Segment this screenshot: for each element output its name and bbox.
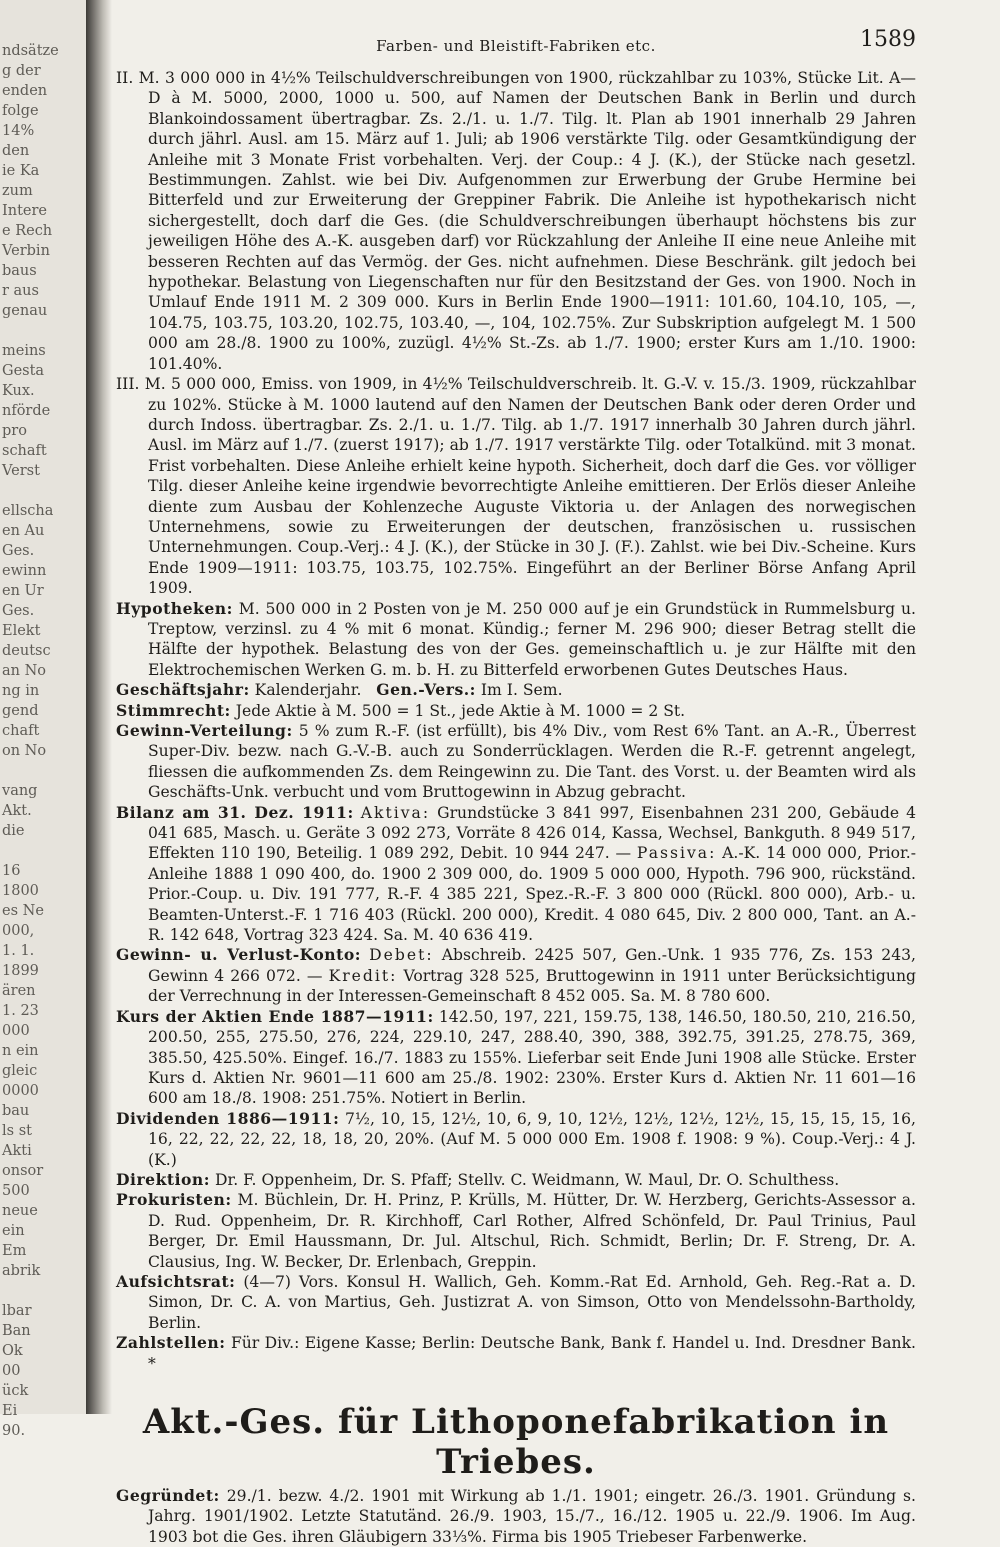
paying-agents-label: Zahlstellen: xyxy=(116,1333,226,1353)
adjacent-page-line: en Au xyxy=(2,523,45,539)
page-number: 1589 xyxy=(860,27,916,52)
adjacent-page-line: 00 xyxy=(2,1363,21,1379)
adjacent-page-line: Intere xyxy=(2,203,47,219)
adjacent-page-line: pro xyxy=(2,423,27,439)
authorized-officers-label: Prokuristen: xyxy=(116,1190,232,1210)
authorized-officers-section xyxy=(116,1190,916,1272)
mortgages-text: M. 500 000 in 2 Posten von je M. 250 000 auf je ein Grundstück in Rummelsburg u. Treptow, verzinsl. zu 4 % mit 6 monat. Kündig.; ferner M. 296 900; dieser Betrag stellt die Hälfte der hypothek. Belastung des von der Ges. gemeinschaftlich u. je zur Hälfte mit den Elektrochemischen Werken G. m. b. H. zu Bitterfeld erworbenen Gutes Deutsches Haus. xyxy=(148,599,916,679)
adjacent-page-line: nförde xyxy=(2,403,51,419)
debit-label: Debet: xyxy=(369,946,434,965)
adjacent-page-line: Gesta xyxy=(2,363,45,379)
adjacent-page-line: folge xyxy=(2,103,39,119)
adjacent-page-line: gend xyxy=(2,703,39,719)
profit-loss-label: Gewinn- u. Verlust-Konto: xyxy=(116,945,361,965)
adjacent-page-fragment xyxy=(0,0,92,1439)
adjacent-page-line: meins xyxy=(2,343,46,359)
balance-sheet-label: Bilanz am 31. Dez. 1911: xyxy=(116,802,354,822)
adjacent-page-line: Ei xyxy=(2,1403,18,1419)
supervisory-board-text: (4—7) Vors. Konsul H. Wallich, Geh. Komm.-Rat Ed. Arnhold, Geh. Reg.-Rat a. D. Simon, Dr. C. A. von Martius, Geh. Justizrat A. von Simson, Otto von Mendelssohn-Bartholdy, Berlin. xyxy=(148,1272,916,1332)
voting-rights-label: Stimmrecht: xyxy=(116,700,231,720)
adjacent-page-line: die xyxy=(2,823,25,839)
adjacent-page-line: 1. 1. xyxy=(2,943,35,959)
adjacent-page-line: n ein xyxy=(2,1043,39,1059)
management-label: Direktion: xyxy=(116,1169,211,1189)
adjacent-page-line: ück xyxy=(2,1383,29,1399)
adjacent-page-line: es Ne xyxy=(2,903,44,919)
credit-text: Vortrag 328 525, Bruttogewinn in 1911 unter Berücksichtigung der Verrechnung in der Interessen-Gemeinschaft 8 452 005. Sa. M. 8 780 600. xyxy=(148,966,916,1006)
adjacent-page-line: Em xyxy=(2,1243,27,1259)
liabilities-text: A.-K. 14 000 000, Prior.-Anleihe 1888 1 090 400, do. 1900 2 309 000, do. 1909 5 000 000, Hypoth. 796 900, rückständ. Prior.-Coup. u. Div. 191 777, R.-F. 4 385 221, Spez.-R.-F. 3 800 000 (Rückl. 800 000), Arb.- u. Beamten-Unterst.-F. 1 716 403 (Rückl. 200 000), Kredit. 4 080 645, Div. 2 800 000, Tant. an A.-R. 142 648, Vortrag 323 424. Sa. M. 40 636 419. xyxy=(148,844,916,945)
founded-section xyxy=(116,1486,916,1547)
share-price-label: Kurs der Aktien Ende 1887—1911: xyxy=(116,1006,434,1026)
management-section xyxy=(116,1170,916,1190)
fiscal-year-section xyxy=(116,680,916,700)
adjacent-page-line: Ok xyxy=(2,1343,23,1359)
adjacent-page-line: an No xyxy=(2,663,47,679)
adjacent-page-line: 16 xyxy=(2,863,21,879)
document-page xyxy=(116,27,917,1547)
share-price-text: 142.50, 197, 221, 159.75, 138, 146.50, 180.50, 210, 216.50, 200.50, 255, 275.50, 276, 224, 229.10, 247, 288.40, 390, 388, 392.75, 391.25, 278.75, 369, 385.50, 425.50%. Eingef. 16./7. 1883 zu 155%. Lieferbar seit Ende Juni 1908 alle Stücke. Erster Kurs d. Aktien Nr. 9601—11 600 am 25./8. 1902: 230%. Erster Kurs d. Aktien Nr. 11 601—16 600 am 18./8. 1908: 251.75%. Notiert in Berlin. xyxy=(148,1007,916,1108)
adjacent-page-line: en Ur xyxy=(2,583,44,599)
profit-distribution-section xyxy=(116,721,916,803)
adjacent-page-line: Elekt xyxy=(2,623,41,639)
adjacent-page-line: Kux. xyxy=(2,383,35,399)
adjacent-page-line: Verst xyxy=(2,463,40,479)
adjacent-page-line: r aus xyxy=(2,283,39,299)
adjacent-page-line: 14% xyxy=(2,123,35,139)
adjacent-page-line: ein xyxy=(2,1223,25,1239)
management-text: Dr. F. Oppenheim, Dr. S. Pfaff; Stellv. C. Weidmann, W. Maul, Dr. O. Schulthess. xyxy=(214,1170,840,1189)
bond-issue-3: III. M. 5 000 000, Emiss. von 1909, in 4½% Teilschuldverschreib. lt. G.-V. v. 15./3. 1909, rückzahlbar zu 102%. Stücke à M. 1000 lautend auf den Namen der Deutschen Bank oder deren Order und durch Indoss. übertragbar. Zs. 2./1. u. 1./7. Tilg. ab 1./7. 1917 innerhalb 30 Jahren durch jährl. Ausl. im März auf 1./7. (zuerst 1917); ab 1./7. 1917 verstärkte Tilg. oder Totalkünd. mit 3 monat. Frist vorbehalten. Diese Anleihe erhielt keine hypoth. Sicherheit, doch darf die Ges. vor völliger Tilg. dieser Anleihe keine irgendwie bevorrechtigte Anleihe emittieren. Der Erlös dieser Anleihe diente zum Ausbau der Kohlenzeche Auguste Viktoria u. der Anlagen des norwegischen Unternehmens, sowie zu Erweiterungen der deutschen, französischen u. russischen Unternehmungen. Coup.-Verj.: 4 J. (K.), der Stücke in 30 J. (F.). Zahlst. wie bei Div.-Scheine. Kurs Ende 1909—1911: 103.75, 103.75, 102.75%. Eingeführt an der Berliner Börse Anfang April 1909. xyxy=(116,375,916,598)
adjacent-page-line: 000, xyxy=(2,923,35,939)
adjacent-page-line: Akt. xyxy=(2,803,32,819)
adjacent-page-line: baus xyxy=(2,263,37,279)
page-header xyxy=(116,27,916,64)
paying-agents-section xyxy=(116,1333,916,1374)
adjacent-page-line: deutsc xyxy=(2,643,51,659)
voting-rights-text: Jede Aktie à M. 500 = 1 St., jede Aktie à M. 1000 = 2 St. xyxy=(235,701,686,720)
adjacent-page-line: neue xyxy=(2,1203,38,1219)
share-price-section xyxy=(116,1007,916,1109)
debit-text: Abschreib. 2425 507, Gen.-Unk. 1 935 776, Zs. 153 243, Gewinn 4 266 072. — xyxy=(148,946,916,985)
supervisory-board-label: Aufsichtsrat: xyxy=(116,1271,236,1291)
adjacent-page-line: 000 xyxy=(2,1023,30,1039)
adjacent-page-line: onsor xyxy=(2,1163,44,1179)
fiscal-year-label: Geschäftsjahr: xyxy=(116,680,250,700)
adjacent-page-line: lbar xyxy=(2,1303,32,1319)
supervisory-board-section xyxy=(116,1272,916,1333)
dividends-label: Dividenden 1886—1911: xyxy=(116,1108,340,1128)
assets-text: Grundstücke 3 841 997, Eisenbahnen 231 200, Gebäude 4 041 685, Masch. u. Geräte 3 092 273, Vorräte 8 426 014, Kassa, Wechsel, Bankguth. 8 949 517, Effekten 110 190, Beteilig. 1 089 292, Debit. 10 944 247. — xyxy=(148,803,916,863)
adjacent-page-line: 1. 23 xyxy=(2,1003,39,1019)
adjacent-page-line: ie Ka xyxy=(2,163,40,179)
company-heading: Akt.-Ges. für Lithoponefabrikation in Triebes. xyxy=(142,1402,890,1482)
adjacent-page-line: ndsätze xyxy=(2,43,59,59)
adjacent-page-line: ls st xyxy=(2,1123,32,1139)
adjacent-page-line: 90. xyxy=(2,1423,26,1439)
adjacent-page-line: bau xyxy=(2,1103,30,1119)
adjacent-page-line: Ges. xyxy=(2,603,35,619)
adjacent-page-line: schaft xyxy=(2,443,47,459)
bond-issue-2: II. M. 3 000 000 in 4½% Teilschuldverschreibungen von 1900, rückzahlbar zu 103%, Stücke Lit. A—D à M. 5000, 2000, 1000 u. 500, auf Namen der Deutschen Bank in Berlin und durch Blankoindossament übertragbar. Zs. 2./1. u. 1./7. Tilg. lt. Plan ab 1901 innerhalb 29 Jahren durch jährl. Ausl. am 15. März auf 1. Juli; ab 1906 verstärkte Tilg. oder Gesamtkündigung der Anleihe mit 3 Monate Frist vorbehalten. Verj. der Coup.: 4 J. (K.), der Stücke nach gesetzl. Bestimmungen. Zahlst. wie bei Div. Aufgenommen zur Erwerbung der Grube Hermine bei Bitterfeld und zur Erweiterung der Greppiner Fabrik. Die Anleihe ist hypothekarisch nicht sichergestellt, doch darf die Ges. (die Schuldverschreibungen überhaupt höchstens bis zur jeweiligen Höhe des A.-K. ausgeben darf) vor Rückzahlung der Anleihe II eine neue Anleihe mit besseren Rechten auf das Vermög. der Ges. nicht aufnehmen. Diese Beschränk. gilt jedoch bei hypothekar. Belastung von Liegenschaften nur für den Besitzstand der Ges. von 1900. Noch in Umlauf Ende 1911 M. 2 309 000. Kurs in Berlin Ende 1900—1911: 101.60, 104.10, 105, —, 104.75, 103.75, 103.20, 102.75, 103.40, —, 104, 102.75%. Zur Subskription aufgelegt M. 1 500 000 am 28./8. 1900 zu 100%, zuzügl. 4½% St.-Zs. ab 1./7. 1900; erster Kurs am 1./10. 1900: 101.40%. xyxy=(116,69,916,373)
profit-distribution-text: 5 % zum R.-F. (ist erfüllt), bis 4% Div., vom Rest 6% Tant. an A.-R., Überrest Super-Div. bezw. nach G.-V.-B. auch zu Sonderrücklagen. Werden die R.-F. getrennt angelegt, fliessen die aufkommenden Zs. dem Reingewinn zu. Die Tant. des Vorst. u. der Beamten wird als Geschäfts-Unk. verbucht und vom Bruttogewinn in Abzug gebracht. xyxy=(148,722,917,802)
adjacent-page-line: genau xyxy=(2,303,48,319)
adjacent-page-line: Verbin xyxy=(2,243,50,259)
adjacent-page-line: ng in xyxy=(2,683,40,699)
adjacent-page-line: e Rech xyxy=(2,223,53,239)
adjacent-page-line: Akti xyxy=(2,1143,32,1159)
founded-label: Gegründet: xyxy=(116,1486,220,1505)
fiscal-year-text: Kalenderjahr. xyxy=(254,681,362,700)
adjacent-page-line: Ban xyxy=(2,1323,31,1339)
dividends-section xyxy=(116,1109,916,1170)
running-title: Farben- und Bleistift-Fabriken etc. xyxy=(376,37,656,55)
adjacent-page-line: ären xyxy=(2,983,36,999)
adjacent-page-line: ewinn xyxy=(2,563,47,579)
adjacent-page-line: g der xyxy=(2,63,41,79)
adjacent-page-line: on No xyxy=(2,743,47,759)
adjacent-page-line: ellscha xyxy=(2,503,54,519)
adjacent-page-line: Ges. xyxy=(2,543,35,559)
general-meeting-label: Gen.-Vers.: xyxy=(376,680,476,700)
adjacent-page-line: enden xyxy=(2,83,48,99)
profit-distribution-label: Gewinn-Verteilung: xyxy=(116,721,293,740)
paying-agents-text: Für Div.: Eigene Kasse; Berlin: Deutsche Bank, Bank f. Handel u. Ind. Dresdner Bank. * xyxy=(148,1334,916,1373)
profit-loss-section xyxy=(116,945,916,1006)
credit-label: Kredit: xyxy=(328,966,398,985)
adjacent-page-line: abrik xyxy=(2,1263,41,1279)
dividends-text: 7½, 10, 15, 12½, 10, 6, 9, 10, 12½, 12½, 12½, 12½, 15, 15, 15, 15, 16, 16, 22, 22, 22, 22, 18, 18, 20, 20%. (Auf M. 5 000 000 Em. 1908 f. 1908: 9 %). Coup.-Verj.: 4 J. (K.) xyxy=(148,1109,916,1169)
adjacent-page-line: 0000 xyxy=(2,1083,39,1099)
balance-sheet-section xyxy=(116,803,916,946)
adjacent-page-line: zum xyxy=(2,183,33,199)
adjacent-page-line: gleic xyxy=(2,1063,38,1079)
assets-label: Aktiva: xyxy=(360,803,431,822)
adjacent-page-line: vang xyxy=(2,783,38,799)
mortgages-label: Hypotheken: xyxy=(116,598,233,618)
authorized-officers-text: M. Büchlein, Dr. H. Prinz, P. Krülls, M. Hütter, Dr. W. Herzberg, Gerichts-Assessor a. D. Rud. Oppenheim, Dr. R. Kirchhoff, Carl Rother, Alfred Schönfeld, Dr. Paul Trinius, Paul Berger, Dr. Emil Haussmann, Dr. Jul. Altschul, Rich. Schmidt, Berlin; Dr. F. Streng, Dr. A. Clausius, Ing. W. Becker, Dr. Erlenbach, Greppin. xyxy=(148,1191,916,1271)
general-meeting-text: Im I. Sem. xyxy=(480,681,563,700)
adjacent-page-line: 500 xyxy=(2,1183,30,1199)
book-spine-shadow xyxy=(86,0,112,1414)
adjacent-page-line: 1899 xyxy=(2,963,39,979)
adjacent-page-line: den xyxy=(2,143,30,159)
liabilities-label: Passiva: xyxy=(636,844,717,863)
founded-text: 29./1. bezw. 4./2. 1901 mit Wirkung ab 1./1. 1901; eingetr. 26./3. 1901. Gründung s. Jahrg. 1901/1902. Letzte Statutänd. 26./9. 1903, 15./7., 16./12. 1905 u. 22./9. 1906. Im Aug. 1903 bot die Ges. ihren Gläubigern 33⅓%. Firma bis 1905 Triebeser Farbenwerke. xyxy=(148,1487,916,1546)
adjacent-page-line: chaft xyxy=(2,723,40,739)
mortgages-section xyxy=(116,599,916,681)
voting-rights-section xyxy=(116,701,916,721)
adjacent-page-line: 1800 xyxy=(2,883,39,899)
